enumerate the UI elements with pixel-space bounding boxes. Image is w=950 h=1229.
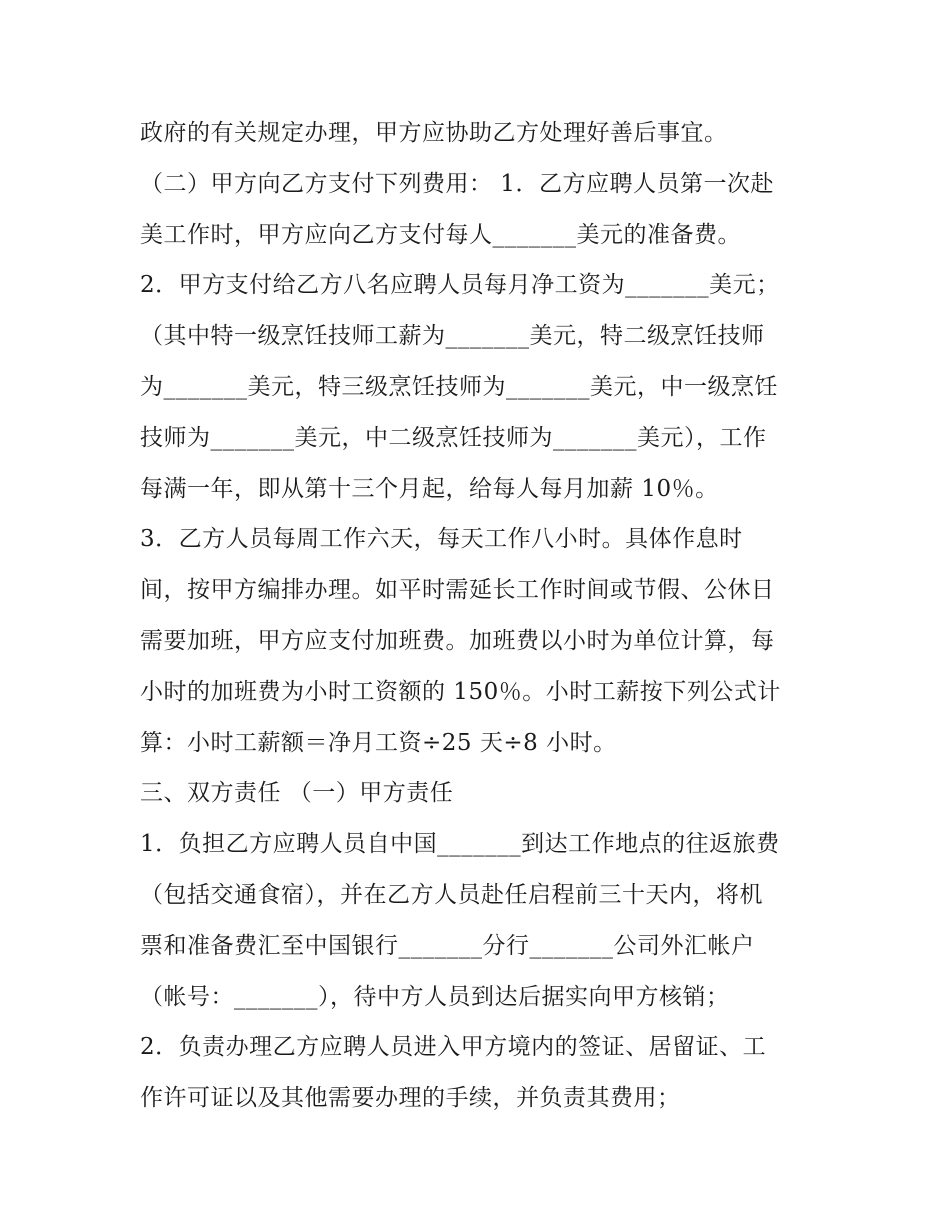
text-line: （二）甲方向乙方支付下列费用： 1．乙方应聘人员第一次赴 [140, 170, 774, 197]
text-line: （帐号：_______），待中方人员到达后据实向甲方核销； [140, 983, 730, 1010]
text-line: 为_______美元，特三级烹饪技师为_______美元，中一级烹饪 [140, 373, 778, 400]
text-line: （其中特一级烹饪技师工薪为_______美元，特二级烹饪技师 [140, 323, 765, 350]
text-line: 美工作时，甲方应向乙方支付每人_______美元的准备费。 [140, 221, 741, 248]
text-line: 小时的加班费为小时工资额的 150％。小时工薪按下列公式计 [140, 678, 781, 705]
text-line: 算：小时工薪额＝净月工资÷25 天÷8 小时。 [140, 729, 617, 756]
text-line: 间，按甲方编排办理。如平时需延长工作时间或节假、公休日 [140, 577, 775, 604]
text-line: （包括交通食宿），并在乙方人员赴任启程前三十天内，将机 [140, 881, 763, 908]
section-heading: 三、双方责任 （一）甲方责任 [140, 780, 454, 807]
text-line: 1．负担乙方应聘人员自中国_______到达工作地点的往返旅费 [140, 831, 780, 858]
text-line: 2．负责办理乙方应聘人员进入甲方境内的签证、居留证、工 [140, 1034, 767, 1061]
text-line: 2．甲方支付给乙方八名应聘人员每月净工资为_______美元； [140, 272, 780, 299]
document-body [140, 108, 830, 1124]
text-line: 作许可证以及其他需要办理的手续，并负责其费用； [140, 1085, 681, 1112]
text-line: 每满一年，即从第十三个月起，给每人每月加薪 10％。 [140, 475, 719, 502]
text-line: 技师为_______美元，中二级烹饪技师为_______美元），工作 [140, 424, 767, 451]
text-line: 3．乙方人员每周工作六天，每天工作八小时。具体作息时 [140, 526, 743, 553]
text-line: 需要加班，甲方应支付加班费。加班费以小时为单位计算，每 [140, 627, 775, 654]
text-line: 票和准备费汇至中国银行_______分行_______公司外汇帐户 [140, 932, 755, 959]
text-line: 政府的有关规定办理，甲方应协助乙方处理好善后事宜。 [140, 120, 728, 146]
